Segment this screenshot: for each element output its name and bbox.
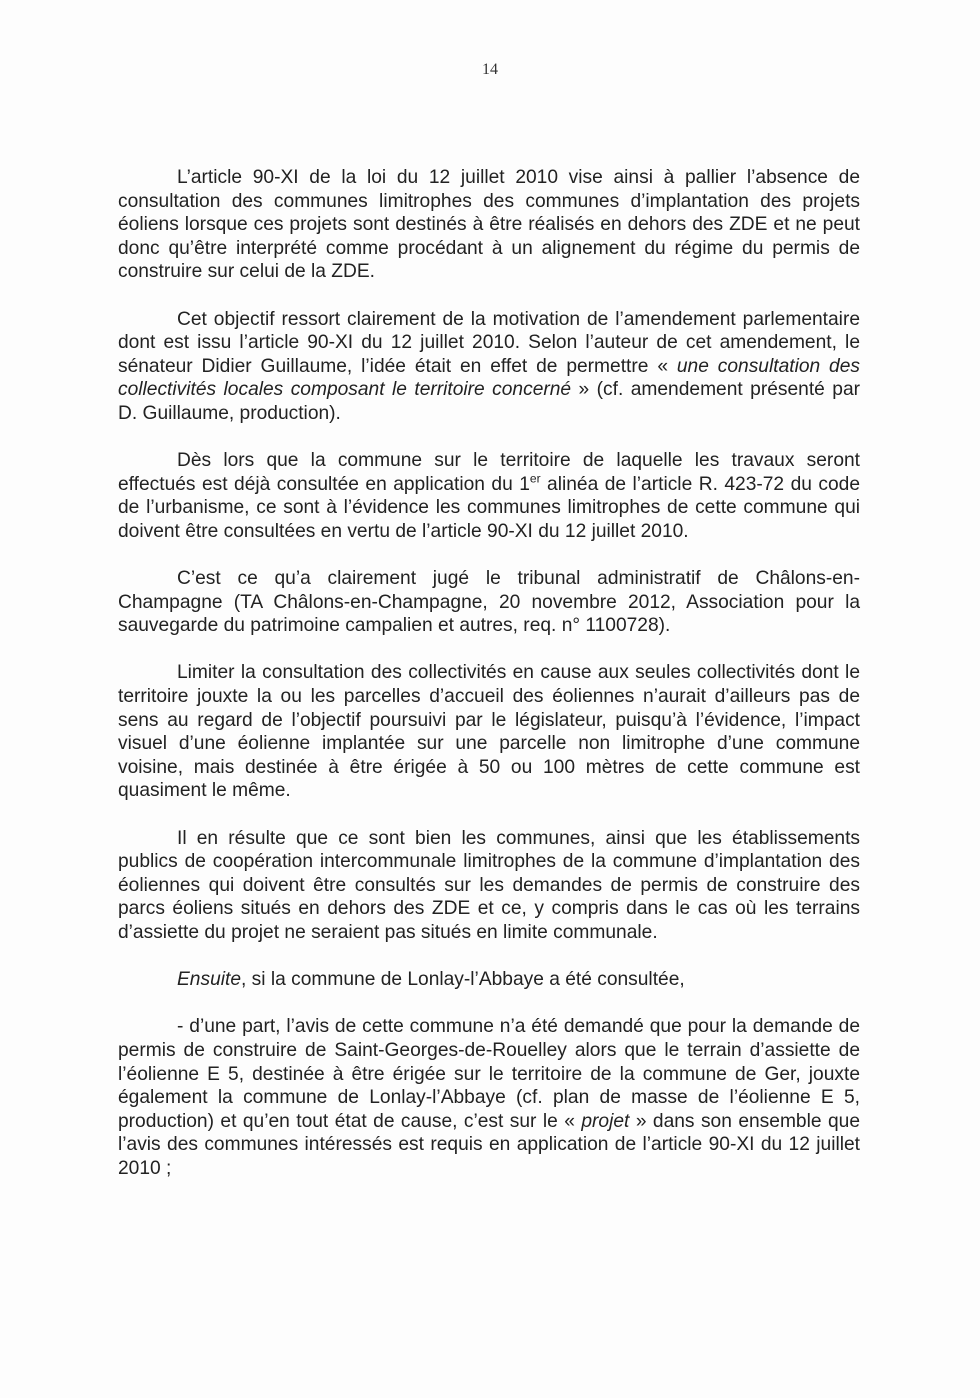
paragraph-2: [118, 308, 860, 426]
paragraph-3-superscript: er: [529, 471, 541, 486]
paragraph-7-lead: Ensuite: [177, 969, 241, 991]
paragraph-2-text: Cet objectif ressort clairement de la motivation de l’amendement parlementaire dont est issu l’article 90-XI du 12 juillet 2010. Selon l’auteur de cet amendement, le sénateur Didier Guillaume, l’idée était en effet de permettre «: [118, 308, 860, 377]
paragraph-8-tail: » dans son ensemble que l’avis des communes intéressés est requis en application de l’article 90-XI du 12 juillet 2010 ;: [118, 1110, 860, 1179]
paragraph-3: [118, 449, 860, 543]
paragraph-7-text: , si la commune de Lonlay-l’Abbaye a été consultée,: [241, 969, 685, 991]
document-body: [118, 166, 860, 1204]
paragraph-8: [118, 1015, 860, 1180]
paragraph-3-tail: alinéa de l’article R. 423-72 du code de l’urbanisme, ce sont à l’évidence les communes limitrophes de cette commune qui doivent être consultées en vertu de l’article 90-XI du 12 juillet 2010.: [118, 473, 860, 542]
page-number: 14: [482, 61, 498, 78]
paragraph-3-text: Dès lors que la commune sur le territoire de laquelle les travaux seront effectués est déjà consultée en application du 1: [118, 450, 860, 495]
paragraph-6: Il en résulte que ce sont bien les communes, ainsi que les établissements publics de coopération intercommunale limitrophes de la commune d’implantation des éoliennes qui doivent être consultés sur les demandes de permis de construire des parcs éoliens situés en dehors des ZDE et ce, y compris dans le cas où les terrains d’assiette du projet ne seraient pas situés en limite communale.: [118, 827, 860, 943]
paragraph-2-tail: » (cf. amendement présenté par D. Guillaume, production).: [118, 379, 861, 424]
paragraph-1: L’article 90-XI de la loi du 12 juillet 2010 vise ainsi à pallier l’absence de consultation des communes limitrophes des communes d’implantation des projets éoliens lorsque ces projets sont destinés à être réalisés en dehors des ZDE et ne peut donc qu’être interprété comme procédant à un alignement du régime du permis de construire sur celui de la ZDE.: [118, 167, 860, 283]
paragraph-8-quote: projet: [581, 1110, 630, 1132]
paragraph-4: C’est ce qu’a clairement jugé le tribunal administratif de Châlons-en-Champagne (TA Châlons-en-Champagne, 20 novembre 2012, Association pour la sauvegarde du patrimoine campalien et autres, req. n° 1100728).: [118, 568, 860, 637]
paragraph-5: Limiter la consultation des collectivités en cause aux seules collectivités dont le territoire jouxte la ou les parcelles d’accueil des éoliennes n’aurait d’ailleurs pas de sens au regard de l’objectif poursuivi par le législateur, puisqu’à l’évidence, l’impact visuel d’une éolienne implantée sur une parcelle non limitrophe d’une commune voisine, mais destinée à être érigée à 50 ou 100 mètres de cette commune est quasiment le même.: [118, 662, 860, 802]
paragraph-7: [118, 968, 860, 992]
paragraph-2-quote: une consultation des collectivités locales composant le territoire concerné: [118, 355, 860, 401]
paragraph-8-text: - d’une part, l’avis de cette commune n’a été demandé que pour la demande de permis de construire de Saint-Georges-de-Rouelley alors que le terrain d’assiette de l’éolienne E 5, destinée à être érigée sur le territoire de la commune de Ger, jouxte également la commune de Lonlay-l’Abbaye (cf. plan de masse de l’éolienne E 5, production) et qu’en tout état de cause, c’est sur le «: [118, 1016, 860, 1132]
